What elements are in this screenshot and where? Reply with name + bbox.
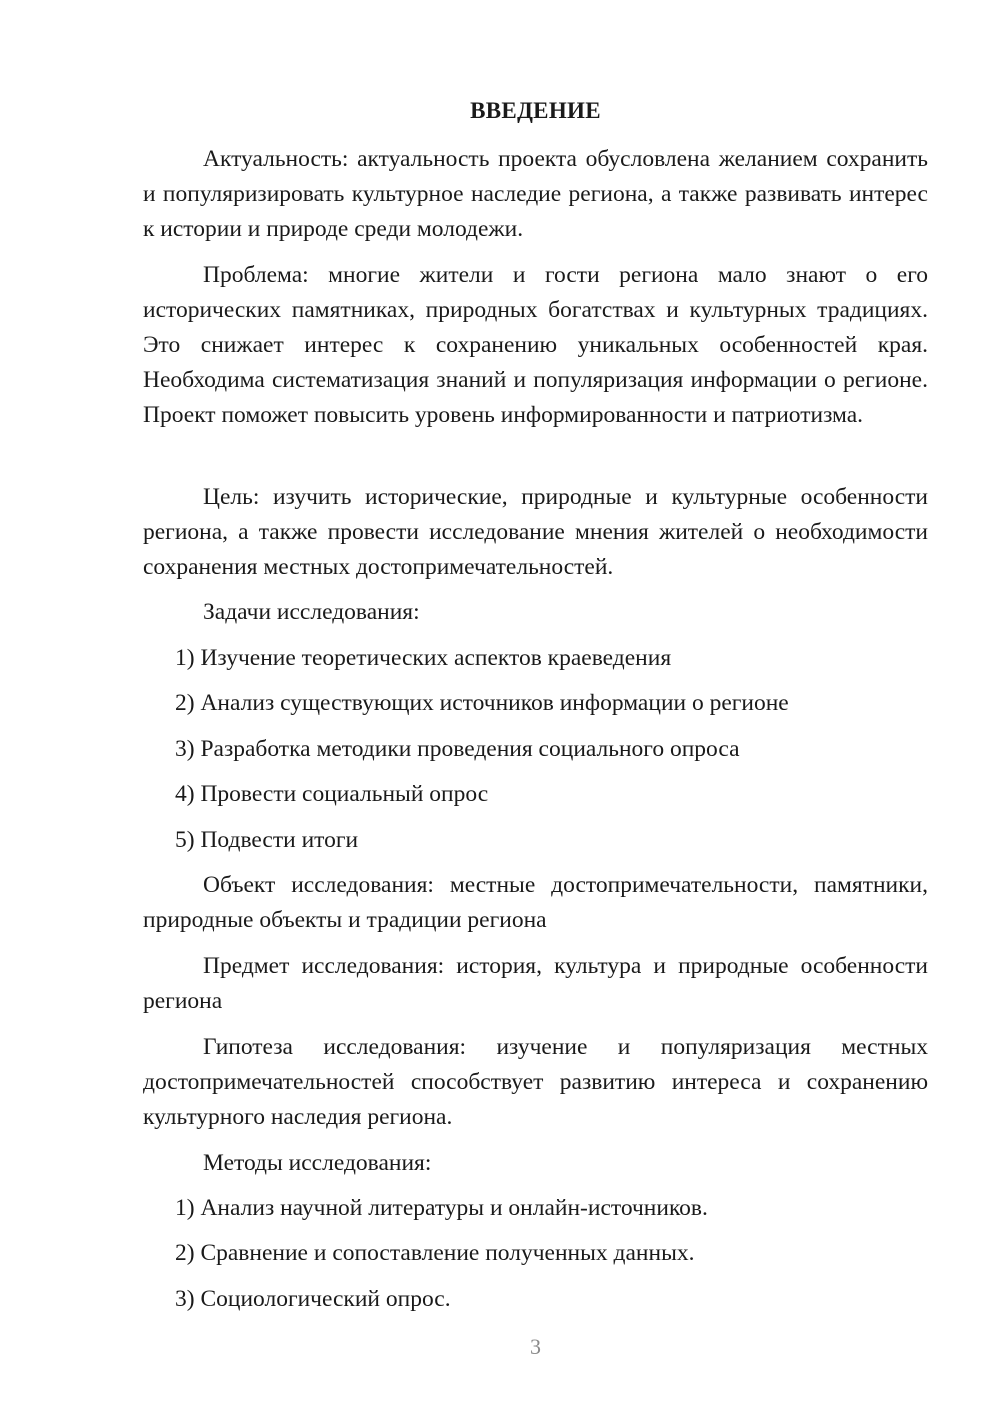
method-item: 1) Анализ научной литературы и онлайн-источников. bbox=[175, 1195, 708, 1221]
object-paragraph: Объект исследования: местные достопримечательности, памятники, природные объекты и традиции региона bbox=[143, 872, 928, 933]
page-number: 3 bbox=[530, 1334, 541, 1359]
document-page bbox=[143, 0, 928, 1414]
tasks-heading: Задачи исследования: bbox=[203, 599, 420, 625]
methods-heading: Методы исследования: bbox=[203, 1150, 432, 1176]
relevance-paragraph: Актуальность: актуальность проекта обусловлена желанием сохранить и популяризировать культурное наследие региона, а также развивать интерес к истории и природе среди молодежи. bbox=[143, 146, 928, 242]
subject-paragraph: Предмет исследования: история, культура и природные особенности региона bbox=[143, 953, 928, 1014]
method-item: 2) Сравнение и сопоставление полученных данных. bbox=[175, 1240, 695, 1266]
section-title: ВВЕДЕНИЕ bbox=[470, 98, 601, 123]
goal-paragraph: Цель: изучить исторические, природные и культурные особенности региона, а также провести исследование мнения жителей о необходимости сохранения местных достопримечательностей. bbox=[143, 484, 928, 580]
task-item: 5) Подвести итоги bbox=[175, 827, 359, 853]
task-item: 4) Провести социальный опрос bbox=[175, 781, 489, 807]
task-item: 1) Изучение теоретических аспектов краеведения bbox=[175, 645, 672, 671]
hypothesis-paragraph: Гипотеза исследования: изучение и популяризация местных достопримечательностей способствует развитию интереса и сохранению культурного наследия региона. bbox=[143, 1034, 928, 1130]
task-item: 3) Разработка методики проведения социального опроса bbox=[175, 736, 740, 762]
method-item: 3) Социологический опрос. bbox=[175, 1286, 451, 1312]
problem-paragraph: Проблема: многие жители и гости региона мало знают о его исторических памятниках, природных богатствах и культурных традициях. Это снижает интерес к сохранению уникальных особенностей края. Необходима систематизация знаний и популяризация информации о регионе. Проект поможет повысить уровень информированности и патриотизма. bbox=[143, 262, 928, 428]
task-item: 2) Анализ существующих источников информации о регионе bbox=[175, 690, 789, 716]
